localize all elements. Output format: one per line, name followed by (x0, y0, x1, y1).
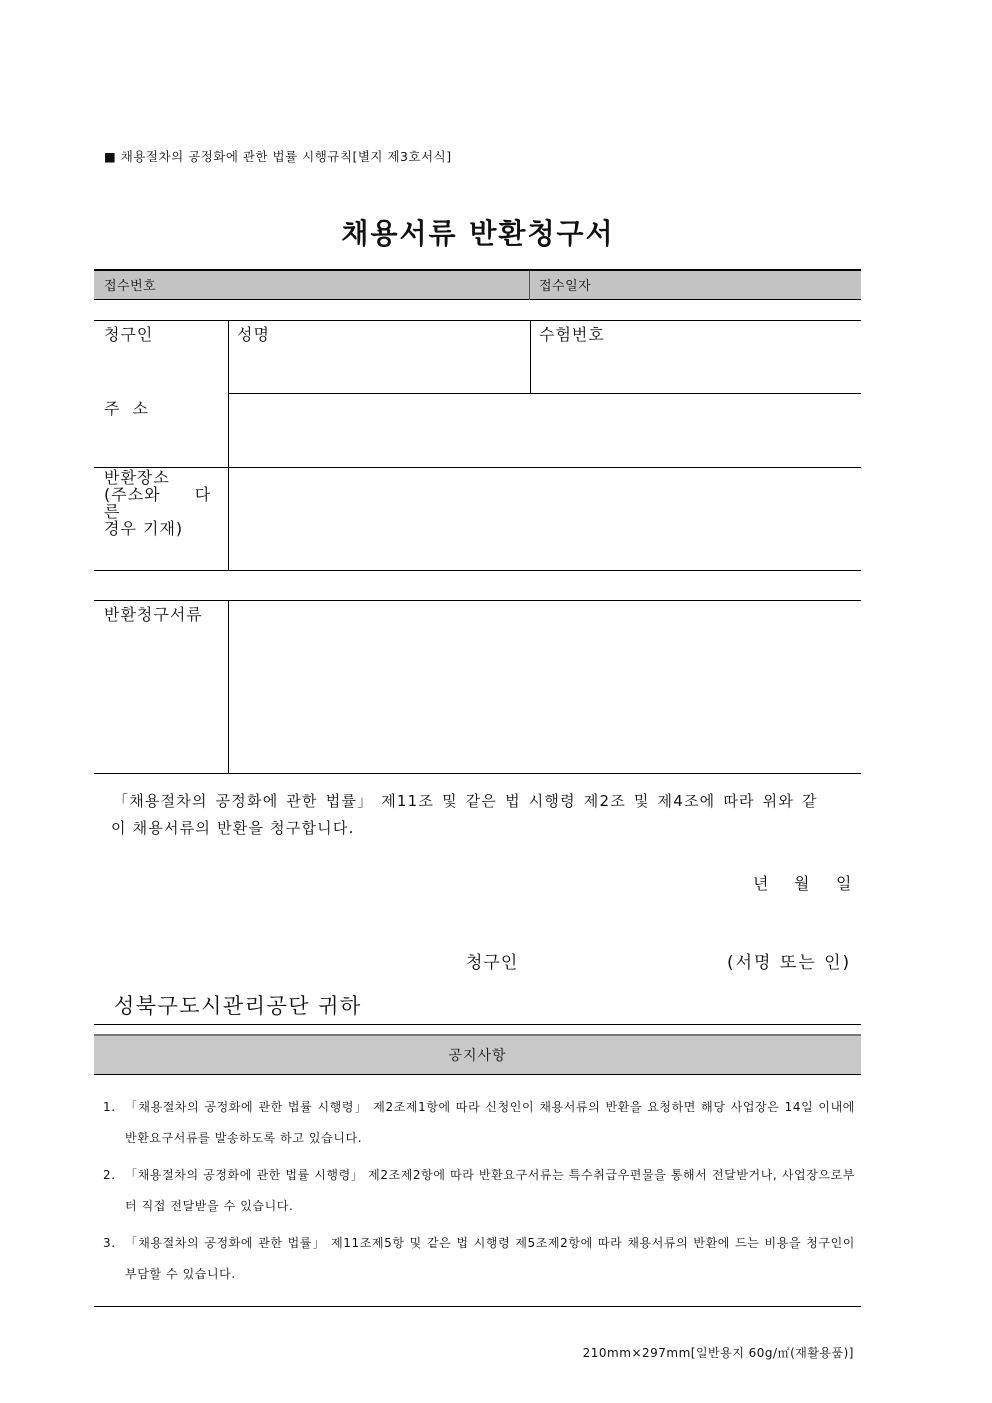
form-reference-note: ■ 채용절차의 공정화에 관한 법률 시행규칙[별지 제3호서식] (104, 149, 452, 164)
documents-field[interactable] (229, 601, 860, 772)
return-place-field[interactable] (229, 468, 860, 569)
paper-spec-footer: 210mm×297mm[일반용지 60g/㎡(재활용품)] (582, 1346, 854, 1360)
date-month: 월 (794, 874, 811, 893)
exam-number-label: 수험번호 (539, 325, 605, 344)
name-label: 성명 (237, 325, 270, 344)
notice-top-border (94, 1024, 861, 1025)
notice-item-number: 2. (103, 1168, 116, 1182)
statement-line1: 「채용절차의 공정화에 관한 법률」 제11조 및 같은 법 시행령 제2조 및 제4조에 따라 위와 같 (113, 792, 818, 810)
notice-item-3 (103, 1228, 855, 1290)
notice-item-text: 「채용절차의 공정화에 관한 법률 시행령」 제2조제1항에 따라 신청인이 채용서류의 반환을 요청하면 해당 사업장은 14일 이내에 반환요구서류를 발송하도록 하고 있습니다. (125, 1100, 855, 1145)
documents-bottom-border (94, 773, 861, 774)
notice-bottom-border (94, 1306, 861, 1307)
notice-item-text: 「채용절차의 공정화에 관한 법률」 제11조제5항 및 같은 법 시행령 제5조제2항에 따라 채용서류의 반환에 드는 비용을 청구인이 부담할 수 있습니다. (125, 1236, 855, 1281)
applicant-bottom-border (94, 570, 861, 571)
receipt-date-label: 접수일자 (539, 279, 592, 294)
address-label: 주 소 (104, 399, 152, 418)
page-title: 채용서류 반환청구서 (341, 217, 615, 250)
notice-title: 공지사항 (448, 1048, 507, 1064)
applicant-top-border (94, 320, 861, 321)
name-field[interactable] (229, 343, 529, 392)
notice-item-number: 1. (103, 1100, 116, 1114)
notice-item-text: 「채용절차의 공정화에 관한 법률 시행령」 제2조제2항에 따라 반환요구서류는 특수취급우편물을 통해서 전달받거나, 사업장으로부터 직접 전달받을 수 있습니다. (125, 1168, 855, 1213)
statement-line2: 이 채용서류의 반환을 청구합니다. (111, 819, 355, 837)
receipt-number-label: 접수번호 (104, 279, 157, 294)
return-place-label-line1: 반환장소 (104, 468, 170, 487)
receipt-band (94, 269, 861, 300)
signature-label: 청구인 (466, 953, 519, 973)
notice-item-2 (103, 1160, 855, 1222)
recipient: 성북구도시관리공단 귀하 (114, 994, 362, 1018)
exam-number-field[interactable] (531, 343, 860, 392)
receipt-divider (529, 271, 530, 300)
signature-field[interactable] (540, 944, 720, 972)
date-year: 년 (753, 874, 770, 893)
notice-item-number: 3. (103, 1236, 116, 1250)
applicant-section-label: 청구인 (104, 325, 154, 344)
return-place-label-line3: 경우 기재) (104, 519, 184, 538)
documents-label: 반환청구서류 (104, 605, 203, 624)
notice-item-1 (103, 1092, 855, 1154)
signature-hint: (서명 또는 인) (727, 953, 852, 973)
address-field[interactable] (229, 394, 860, 466)
date-day: 일 (836, 874, 853, 893)
return-place-label-line2: (주소와 다른 (104, 485, 212, 521)
return-place-label (104, 469, 218, 537)
